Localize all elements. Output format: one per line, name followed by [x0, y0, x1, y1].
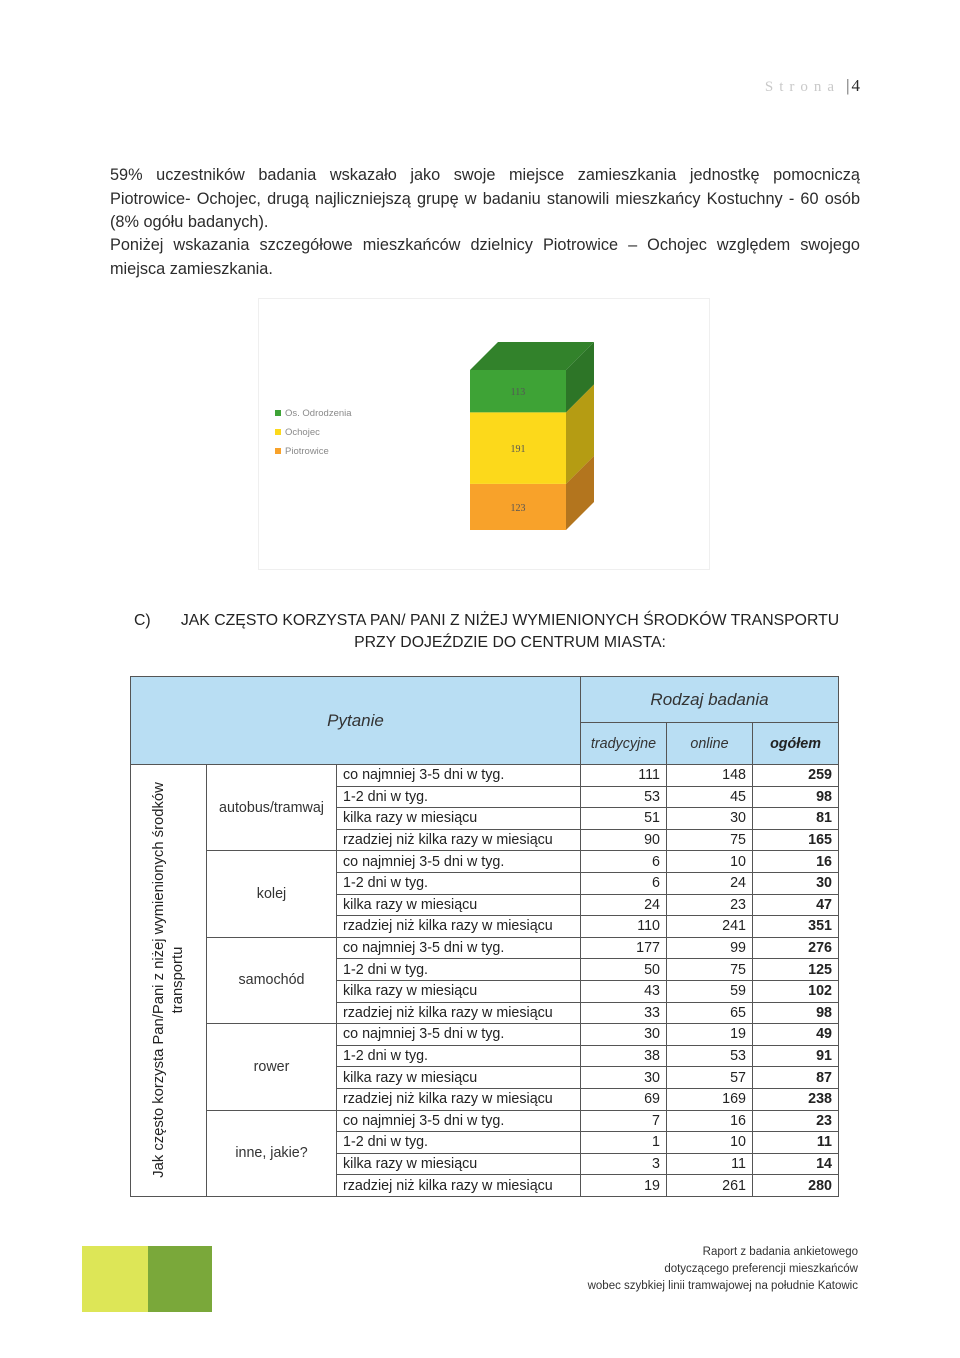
survey-table-body	[131, 765, 839, 1197]
value-online: 241	[667, 916, 753, 938]
value-traditional: 50	[581, 959, 667, 981]
legend-item-os-odrodzenia	[275, 404, 352, 423]
value-online: 53	[667, 1045, 753, 1067]
chart-legend	[275, 404, 352, 461]
transport-category: kolej	[207, 851, 337, 937]
page-number-value: 4	[851, 76, 860, 95]
stacked-bar-chart	[440, 330, 620, 550]
value-total: 47	[753, 894, 839, 916]
frequency-label: 1-2 dni w tyg.	[337, 872, 581, 894]
frequency-label: co najmniej 3-5 dni w tyg.	[337, 937, 581, 959]
frequency-label: kilka razy w miesiącu	[337, 1153, 581, 1175]
frequency-label: rzadziej niż kilka razy w miesiącu	[337, 916, 581, 938]
value-traditional: 19	[581, 1175, 667, 1197]
value-online: 24	[667, 872, 753, 894]
table-header-row-1	[131, 677, 839, 723]
value-online: 169	[667, 1088, 753, 1110]
frequency-label: 1-2 dni w tyg.	[337, 786, 581, 808]
footer-line-2: dotyczącego preferencji mieszkańców	[664, 1263, 858, 1275]
value-online: 23	[667, 894, 753, 916]
frequency-label: kilka razy w miesiącu	[337, 894, 581, 916]
intro-paragraph-1: 59% uczestników badania wskazało jako swoje miejsce zamieszkania jednostkę pomocniczą Piotrowice- Ochojec, drugą najliczniejszą grupę w badaniu stanowili mieszkańcy Kostuchny - 60 osób (8% ogółu badanych).	[110, 166, 860, 231]
value-traditional: 30	[581, 1024, 667, 1046]
value-traditional: 177	[581, 937, 667, 959]
side-label: Jak często korzysta Pan/Pani z niżej wymienionych środków transportu	[150, 782, 186, 1179]
value-total: 11	[753, 1132, 839, 1154]
frequency-label: 1-2 dni w tyg.	[337, 959, 581, 981]
frequency-label: kilka razy w miesiącu	[337, 1067, 581, 1089]
section-title-text: JAK CZĘSTO KORZYSTA PAN/ PANI Z NIŻEJ WYMIENIONYCH ŚRODKÓW TRANSPORTU PRZY DOJEŹDZIE DO CENTRUM MIASTA:	[180, 612, 840, 651]
side-label-cell	[131, 765, 207, 1197]
value-total: 87	[753, 1067, 839, 1089]
value-traditional: 1	[581, 1132, 667, 1154]
value-traditional: 6	[581, 872, 667, 894]
value-traditional: 51	[581, 808, 667, 830]
value-total: 91	[753, 1045, 839, 1067]
transport-category: rower	[207, 1024, 337, 1110]
value-total: 98	[753, 1002, 839, 1024]
legend-label: Os. Odrodzenia	[285, 408, 352, 419]
value-traditional: 110	[581, 916, 667, 938]
value-traditional: 30	[581, 1067, 667, 1089]
frequency-label: 1-2 dni w tyg.	[337, 1045, 581, 1067]
frequency-label: co najmniej 3-5 dni w tyg.	[337, 851, 581, 873]
value-traditional: 6	[581, 851, 667, 873]
legend-label: Piotrowice	[285, 446, 329, 457]
legend-swatch	[275, 410, 281, 416]
header-traditional: tradycyjne	[581, 723, 667, 765]
page-number	[760, 76, 860, 96]
value-total: 351	[753, 916, 839, 938]
value-online: 16	[667, 1110, 753, 1132]
value-online: 30	[667, 808, 753, 830]
value-traditional: 43	[581, 980, 667, 1002]
table-row	[131, 851, 839, 873]
value-total: 259	[753, 765, 839, 787]
value-traditional: 24	[581, 894, 667, 916]
frequency-label: kilka razy w miesiącu	[337, 808, 581, 830]
frequency-label: kilka razy w miesiącu	[337, 980, 581, 1002]
value-total: 125	[753, 959, 839, 981]
header-study-type: Rodzaj badania	[581, 677, 839, 723]
value-online: 19	[667, 1024, 753, 1046]
value-total: 165	[753, 829, 839, 851]
table-row	[131, 765, 839, 787]
header-question: Pytanie	[131, 677, 581, 765]
bar-data-label: 113	[510, 387, 526, 399]
value-online: 65	[667, 1002, 753, 1024]
footer-logo-square-light	[82, 1246, 148, 1312]
value-total: 23	[753, 1110, 839, 1132]
page-word: Strona	[764, 79, 841, 95]
value-traditional: 33	[581, 1002, 667, 1024]
value-online: 75	[667, 829, 753, 851]
section-letter: C)	[134, 612, 151, 629]
value-traditional: 111	[581, 765, 667, 787]
bar-data-label: 123	[510, 502, 526, 514]
value-online: 261	[667, 1175, 753, 1197]
intro-paragraph-2: Poniżej wskazania szczegółowe mieszkańców dzielnicy Piotrowice – Ochojec względem swojego miejsca zamieszkania.	[110, 236, 860, 278]
footer-line-3: wobec szybkiej linii tramwajowej na południe Katowic	[587, 1280, 858, 1292]
survey-table	[130, 676, 839, 1197]
frequency-label: 1-2 dni w tyg.	[337, 1132, 581, 1154]
frequency-label: rzadziej niż kilka razy w miesiącu	[337, 1175, 581, 1197]
transport-category: autobus/tramwaj	[207, 765, 337, 851]
frequency-label: rzadziej niż kilka razy w miesiącu	[337, 829, 581, 851]
frequency-label: rzadziej niż kilka razy w miesiącu	[337, 1088, 581, 1110]
section-c-heading	[130, 610, 850, 654]
value-traditional: 53	[581, 786, 667, 808]
table-row	[131, 1024, 839, 1046]
value-traditional: 38	[581, 1045, 667, 1067]
value-traditional: 69	[581, 1088, 667, 1110]
frequency-label: co najmniej 3-5 dni w tyg.	[337, 1110, 581, 1132]
legend-swatch	[275, 448, 281, 454]
value-online: 11	[667, 1153, 753, 1175]
table-row	[131, 937, 839, 959]
value-total: 16	[753, 851, 839, 873]
value-total: 276	[753, 937, 839, 959]
value-traditional: 7	[581, 1110, 667, 1132]
legend-item-piotrowice	[275, 442, 352, 461]
value-online: 99	[667, 937, 753, 959]
value-online: 57	[667, 1067, 753, 1089]
value-online: 148	[667, 765, 753, 787]
footer-text	[520, 1244, 858, 1295]
value-online: 10	[667, 1132, 753, 1154]
value-total: 49	[753, 1024, 839, 1046]
transport-category: samochód	[207, 937, 337, 1023]
value-traditional: 90	[581, 829, 667, 851]
value-total: 280	[753, 1175, 839, 1197]
header-online: online	[667, 723, 753, 765]
header-total: ogółem	[753, 723, 839, 765]
value-total: 30	[753, 872, 839, 894]
legend-label: Ochojec	[285, 427, 320, 438]
value-online: 59	[667, 980, 753, 1002]
value-total: 81	[753, 808, 839, 830]
footer-logo-square-dark	[148, 1246, 212, 1312]
legend-swatch	[275, 429, 281, 435]
page-separator: |	[846, 76, 850, 95]
frequency-label: co najmniej 3-5 dni w tyg.	[337, 765, 581, 787]
table-row	[131, 1110, 839, 1132]
value-online: 45	[667, 786, 753, 808]
value-traditional: 3	[581, 1153, 667, 1175]
transport-category: inne, jakie?	[207, 1110, 337, 1196]
legend-item-ochojec	[275, 423, 352, 442]
value-total: 238	[753, 1088, 839, 1110]
value-total: 102	[753, 980, 839, 1002]
value-total: 98	[753, 786, 839, 808]
value-total: 14	[753, 1153, 839, 1175]
value-online: 10	[667, 851, 753, 873]
footer-line-1: Raport z badania ankietowego	[702, 1246, 858, 1258]
frequency-label: co najmniej 3-5 dni w tyg.	[337, 1024, 581, 1046]
value-online: 75	[667, 959, 753, 981]
bar-data-label: 191	[510, 444, 526, 456]
frequency-label: rzadziej niż kilka razy w miesiącu	[337, 1002, 581, 1024]
